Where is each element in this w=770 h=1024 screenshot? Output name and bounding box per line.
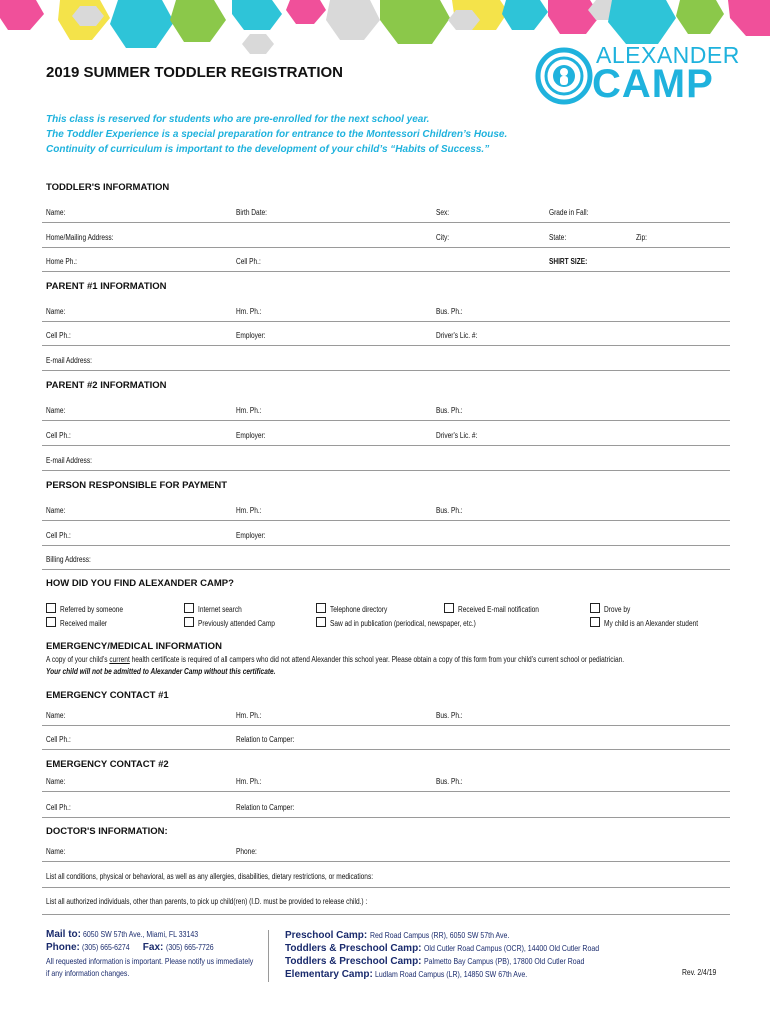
parent1-home-phone-field[interactable]: Hm. Ph.: (236, 307, 262, 316)
mail-to-label: Mail to: (46, 929, 81, 940)
saw-ad-checkbox[interactable] (316, 617, 508, 628)
field-underline (42, 520, 730, 521)
campus-line (285, 956, 619, 967)
campus-label: Elementary Camp: (285, 969, 373, 980)
checkbox-icon (590, 617, 600, 627)
campus-label: Toddlers & Preschool Camp: (285, 956, 422, 967)
notice-line (46, 956, 299, 966)
parent1-section-heading: PARENT #1 INFORMATION (46, 281, 167, 292)
checkbox-icon (444, 603, 454, 613)
notice-line (46, 968, 148, 978)
payment-employer-field[interactable]: Employer: (236, 531, 266, 540)
parent2-business-phone-field[interactable]: Bus. Ph.: (436, 406, 463, 415)
field-underline (42, 569, 730, 570)
toddler-name-field[interactable]: Name: (46, 208, 66, 217)
campus-value: Red Road Campus (RR), 6050 SW 57th Ave. (369, 930, 509, 940)
telephone-directory-checkbox[interactable] (316, 603, 400, 614)
notice-text: if any information changes. (46, 968, 130, 978)
parent1-license-field[interactable]: Driver's Lic. #: (436, 331, 478, 340)
field-underline (42, 222, 730, 223)
checkbox-icon (46, 603, 56, 613)
emergency2-home-phone-field[interactable]: Hm. Ph.: (236, 777, 262, 786)
email-notification-checkbox[interactable] (444, 603, 557, 614)
parent1-email-field[interactable]: E-mail Address: (46, 356, 92, 365)
option-label: Referred by someone (60, 605, 124, 614)
field-underline (42, 370, 730, 371)
toddler-shirt-size-field[interactable]: SHIRT SIZE: (549, 257, 588, 266)
emergency2-business-phone-field[interactable]: Bus. Ph.: (436, 777, 463, 786)
field-underline (42, 420, 730, 421)
parent1-name-field[interactable]: Name: (46, 307, 66, 316)
notice-text: All requested information is important. Please notify us immediately (46, 956, 254, 966)
option-label: Saw ad in publication (periodical, newspaper, etc.) (330, 619, 476, 628)
alexander-student-checkbox[interactable] (590, 617, 719, 628)
conditions-field[interactable]: List all conditions, physical or behavioral, as well as any allergies, disabilities, dietary restrictions, or medications: (46, 872, 374, 881)
intro-line: Continuity of curriculum is important to the development of your child’s “Habits of Success.” (46, 144, 490, 155)
campus-value: Ludlam Road Campus (LR), 14850 SW 67th Ave. (375, 969, 528, 979)
field-underline (42, 545, 730, 546)
toddler-cell-phone-field[interactable]: Cell Ph.: (236, 257, 261, 266)
option-label: Previously attended Camp (198, 619, 275, 628)
medical-note (46, 655, 624, 664)
field-underline (42, 271, 730, 272)
payment-name-field[interactable]: Name: (46, 506, 66, 515)
checkbox-icon (590, 603, 600, 613)
alexander-camp-logo (534, 40, 740, 106)
phone-fax-line (46, 942, 224, 953)
phone-label: Phone: (46, 942, 80, 953)
certificate-warning: Your child will not be admitted to Alexander Camp without this certificate. (46, 667, 276, 676)
logo-word-alexander: ALEXANDER (596, 42, 740, 68)
field-underline (42, 470, 730, 471)
internet-search-checkbox[interactable] (184, 603, 251, 614)
field-underline (42, 791, 730, 792)
emergency1-business-phone-field[interactable]: Bus. Ph.: (436, 711, 463, 720)
revision-date: Rev. 2/4/19 (682, 968, 717, 977)
toddler-home-phone-field[interactable]: Home Ph.: (46, 257, 77, 266)
fax-number: (305) 665-7726 (165, 942, 214, 952)
medical-note-start: A copy of your child’s (46, 655, 108, 664)
find-section-heading: HOW DID YOU FIND ALEXANDER CAMP? (46, 578, 234, 589)
emergency2-name-field[interactable]: Name: (46, 777, 66, 786)
intro-text (46, 112, 686, 157)
field-underline (42, 321, 730, 322)
parent2-name-field[interactable]: Name: (46, 406, 66, 415)
drove-by-checkbox[interactable] (590, 603, 636, 614)
campus-value: Old Cutler Road Campus (OCR), 14400 Old Cutler Road (423, 943, 599, 953)
payment-billing-address-field[interactable]: Billing Address: (46, 555, 91, 564)
toddler-zip-field[interactable]: Zip: (636, 233, 647, 242)
emergency1-cell-phone-field[interactable]: Cell Ph.: (46, 735, 71, 744)
field-underline (42, 749, 730, 750)
toddler-address-field[interactable]: Home/Mailing Address: (46, 233, 114, 242)
option-label: Drove by (604, 605, 631, 614)
parent2-license-field[interactable]: Driver's Lic. #: (436, 431, 478, 440)
phone-number: (305) 665-6274 (82, 942, 130, 952)
option-label: Received E-mail notification (458, 605, 539, 614)
field-underline (42, 887, 730, 888)
parent2-cell-phone-field[interactable]: Cell Ph.: (46, 431, 71, 440)
doctor-section-heading: DOCTOR'S INFORMATION: (46, 826, 168, 837)
mailer-checkbox[interactable] (46, 617, 117, 628)
option-label: My child is an Alexander student (604, 619, 699, 628)
toddler-state-field[interactable]: State: (549, 233, 567, 242)
toddler-city-field[interactable]: City: (436, 233, 450, 242)
emergency1-relation-field[interactable]: Relation to Camper: (236, 735, 295, 744)
field-underline (42, 817, 730, 818)
medical-note-current: current (109, 655, 130, 664)
campus-line (285, 969, 561, 980)
parent2-home-phone-field[interactable]: Hm. Ph.: (236, 406, 262, 415)
emergency1-section-heading: EMERGENCY CONTACT #1 (46, 690, 169, 701)
parent2-section-heading: PARENT #2 INFORMATION (46, 380, 167, 391)
intro-line: This class is reserved for students who are pre-enrolled for the next school year. (46, 114, 430, 125)
parent2-email-field[interactable]: E-mail Address: (46, 456, 92, 465)
mail-to-line (46, 929, 224, 940)
emergency2-section-heading: EMERGENCY CONTACT #2 (46, 759, 169, 770)
parent2-employer-field[interactable]: Employer: (236, 431, 266, 440)
parent1-cell-phone-field[interactable]: Cell Ph.: (46, 331, 71, 340)
footer-divider (268, 930, 269, 982)
field-underline (42, 725, 730, 726)
emergency1-home-phone-field[interactable]: Hm. Ph.: (236, 711, 262, 720)
previously-attended-checkbox[interactable] (184, 617, 292, 628)
option-label: Received mailer (60, 619, 108, 628)
page-title: 2019 SUMMER TODDLER REGISTRATION (46, 64, 343, 81)
campus-label: Preschool Camp: (285, 930, 368, 941)
toddler-section-heading: TODDLER'S INFORMATION (46, 182, 170, 193)
payment-business-phone-field[interactable]: Bus. Ph.: (436, 506, 463, 515)
option-label: Internet search (198, 605, 242, 614)
toddler-grade-field[interactable]: Grade in Fall: (549, 208, 589, 217)
authorized-pickup-field[interactable]: List all authorized individuals, other than parents, to pick up child(ren) (I.D. must be provided to release child.) : (46, 897, 368, 906)
field-underline (42, 914, 730, 915)
checkbox-icon (184, 617, 194, 627)
fax-label: Fax: (142, 942, 164, 953)
intro-line: The Toddler Experience is a special preparation for entrance to the Montessori Children’s House. (46, 129, 508, 140)
field-underline (42, 445, 730, 446)
emergency2-cell-phone-field[interactable]: Cell Ph.: (46, 803, 71, 812)
parent1-business-phone-field[interactable]: Bus. Ph.: (436, 307, 463, 316)
parent1-employer-field[interactable]: Employer: (236, 331, 266, 340)
checkbox-icon (184, 603, 194, 613)
campus-value: Palmetto Bay Campus (PB), 17800 Old Cutler Road (423, 956, 585, 966)
emergency1-name-field[interactable]: Name: (46, 711, 66, 720)
toddler-sex-field[interactable]: Sex: (436, 208, 450, 217)
field-underline (42, 345, 730, 346)
campus-label: Toddlers & Preschool Camp: (285, 943, 422, 954)
doctor-name-field[interactable]: Name: (46, 847, 66, 856)
payment-section-heading: PERSON RESPONSIBLE FOR PAYMENT (46, 480, 228, 491)
option-label: Telephone directory (330, 605, 388, 614)
payment-home-phone-field[interactable]: Hm. Ph.: (236, 506, 262, 515)
emergency2-relation-field[interactable]: Relation to Camper: (236, 803, 295, 812)
payment-cell-phone-field[interactable]: Cell Ph.: (46, 531, 71, 540)
checkbox-icon (316, 617, 326, 627)
referred-checkbox[interactable] (46, 603, 137, 614)
logo-word-camp: CAMP (592, 62, 714, 106)
medical-section-heading: EMERGENCY/MEDICAL INFORMATION (46, 641, 222, 652)
camp-emblem-icon (534, 44, 594, 106)
field-underline (42, 861, 730, 862)
toddler-birth-date-field[interactable]: Birth Date: (236, 208, 267, 217)
campus-line (285, 930, 540, 941)
checkbox-icon (316, 603, 326, 613)
mail-to-address: 6050 SW 57th Ave., Miami, FL 33143 (83, 929, 199, 939)
medical-note-end: health certificate is required of all campers who did not attend Alexander this school year. Please obtain a copy of this form from your child’s current school or pediatrician. (131, 655, 625, 664)
doctor-phone-field[interactable]: Phone: (236, 847, 257, 856)
checkbox-icon (46, 617, 56, 627)
field-underline (42, 247, 730, 248)
campus-line (285, 943, 637, 954)
